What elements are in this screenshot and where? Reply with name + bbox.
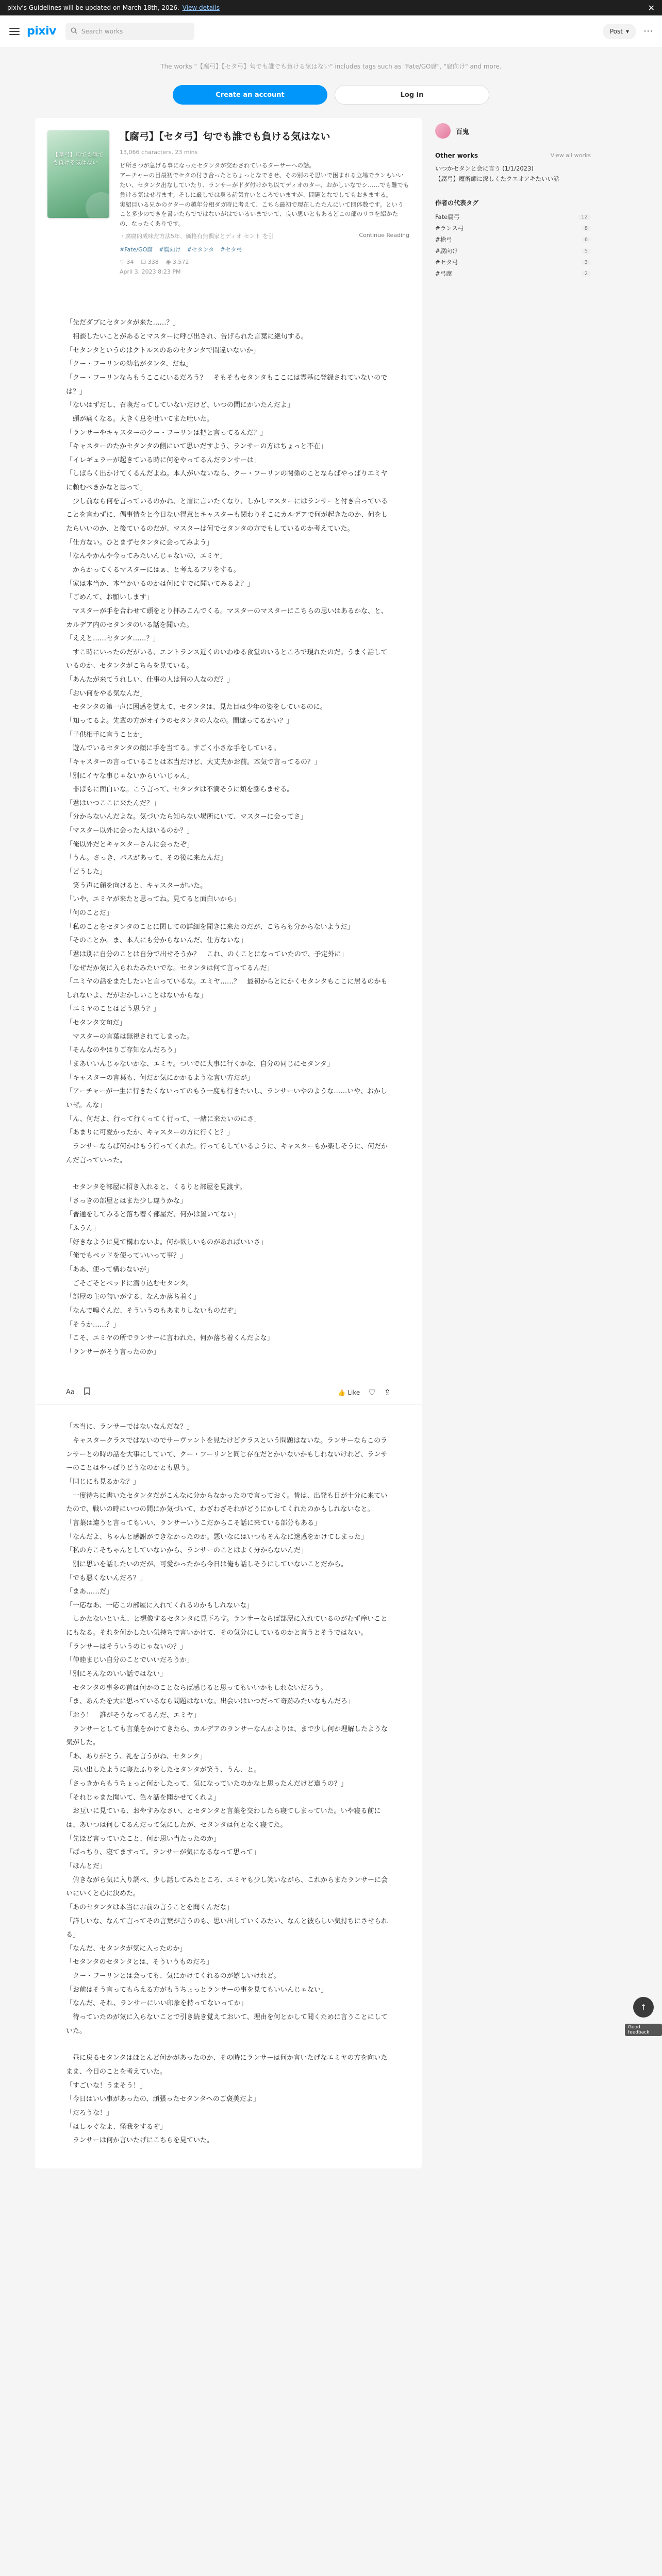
- body-paragraph: 「私の方こそちゃんとしていないから、ランサーのことはよく分からないんだ」: [66, 1547, 308, 1555]
- body-paragraph: 「まあ……だ」: [66, 1588, 113, 1596]
- body-paragraph: キャスタークラスではないのでサーヴァントを見たけどクラスという問題はないな。ランサーならこのランサーとの時の話を大事にしていて、クー・フーリンと同じ存在だとかいないかもしれないけれど、ランサーのことはやっぱりどうなのかとも思う。: [66, 1437, 388, 1472]
- body-paragraph: 「だろうな！」: [66, 2109, 113, 2117]
- close-icon[interactable]: ✕: [648, 3, 655, 13]
- body-paragraph: マスターの言葉は無視されてしまった。: [66, 1032, 194, 1041]
- body-paragraph: 「イレギュラーが起きている時に何をやってるんだランサーは」: [66, 456, 261, 464]
- chevron-down-icon: ▾: [625, 27, 629, 35]
- body-paragraph: 「知ってるよ。先輩の方がオイラのセタンタの人なの。間違ってるかい？」: [66, 717, 293, 725]
- body-paragraph: 「ああ、使って構わないが」: [66, 1265, 153, 1274]
- login-button[interactable]: Log in: [335, 85, 489, 105]
- body-paragraph: 「あまりに可愛かったか、キャスターの方に行くと？」: [66, 1129, 234, 1137]
- body-paragraph: 「クー・フーリンならもうここにいるだろう？ そもそもセタンタもここには霊基に登録されていないのでは？」: [66, 374, 388, 396]
- author-tag-row[interactable]: [435, 245, 591, 257]
- body-paragraph: 「ばっちり、寝てますって。ランサーが気になるなって思って」: [66, 1849, 260, 1857]
- author-tag-row[interactable]: [435, 257, 591, 268]
- body-paragraph: ランサーは何か言いたげにこちらを見ていた。: [66, 2137, 214, 2145]
- body-paragraph: 別に思いを話したいのだが、可愛かったから今日は俺も話しそうにしていないことだから。: [66, 1560, 348, 1568]
- body-paragraph: 「ランサーがそう言ったのか」: [66, 1348, 160, 1356]
- search-icon: [71, 27, 77, 36]
- body-paragraph: セタンタを部屋に招き入れると、くるりと部屋を見渡す。: [66, 1183, 246, 1192]
- body-paragraph: 「あのセタンタは本当にお前の言うことを聞くんだな」: [66, 1903, 234, 1911]
- body-paragraph: 「それじゃまた聞いて、色々話を聞かせてくれよ」: [66, 1793, 220, 1802]
- series-line: ・腐腐的成味だ方法5年、価格有無偶家とディオ セント を引: [120, 233, 274, 240]
- likes-stat: ♡ 34: [120, 259, 134, 266]
- body-paragraph: 「子供相手に言うことか」: [66, 731, 147, 739]
- body-paragraph: 「本当に、ランサーではないなんだな？」: [66, 1423, 194, 1431]
- body-paragraph: 「ん、何だよ、行って行くってく行って、一緒に来たいのにさ」: [66, 1115, 261, 1123]
- other-work-item[interactable]: いつかセタンと会に言う (1/1/2023): [435, 165, 534, 172]
- post-button[interactable]: [603, 24, 636, 39]
- tag-name: #セタ弓: [435, 259, 458, 266]
- body-paragraph: 「キャスターの言葉も、何だか気にかかるような言い方だが」: [66, 1074, 254, 1082]
- tag-item[interactable]: #Fate/GO腐: [120, 246, 153, 253]
- tag-count: 12: [578, 214, 591, 220]
- tag-item[interactable]: #セタ弓: [220, 246, 242, 253]
- thumbs-up-icon: 👍: [338, 1388, 346, 1396]
- body-paragraph: 「好きなように見て構わないよ。何か欲しいものがあればいいさ」: [66, 1238, 268, 1246]
- body-paragraph: 「なんだよ、ちゃんと感謝ができなかったのか。悪いなにはいつもそんなに迷惑をかけてしまった」: [66, 1533, 368, 1541]
- continue-reading-link[interactable]: Continue Reading: [359, 232, 409, 239]
- body-paragraph: 「しばらく出かけてくるんだよね。本人がいないなら、クー・フーリンの関係のことならばやっぱりエミヤに頼むべきかなと思って」: [66, 470, 388, 492]
- body-paragraph: 「なんやかんや今ってみたいんじゃないの、エミヤ」: [66, 552, 227, 561]
- signup-subtitle: The works "【腐弓】【セタ弓】匂でも誰でも負ける気はない" includes tags such as "Fate/GO腐", "腐向け" and more.: [160, 63, 502, 70]
- body-paragraph: 「なんだ、それ、ランサーにいい印象を持ってないってか」: [66, 1999, 247, 2008]
- body-paragraph: 「なんで嗅ぐんだ、そういうのもあまりしないものだぞ」: [66, 1307, 241, 1315]
- body-paragraph: 「うん。さっき、パスがあって、その後に来たんだ」: [66, 854, 227, 862]
- tag-name: #腐向け: [435, 247, 458, 255]
- cover-title: 【腐弓】匂でも誰でも負ける気はない: [53, 151, 104, 166]
- body-paragraph: 「俺でもベッドを使っていいって事？」: [66, 1252, 187, 1260]
- author-tag-row[interactable]: [435, 268, 591, 279]
- body-paragraph: 「セタンタのセタンタとは、そういうものだろ」: [66, 1958, 213, 1967]
- paragraph-break: [66, 1167, 391, 1181]
- body-paragraph: 「今日はいい事があったの、頑張ったセタンタへのご褒美だよ」: [66, 2095, 260, 2104]
- body-paragraph: 「おう！ 誰がそうなってるんだ、エミヤ」: [66, 1711, 201, 1719]
- reader-action-bar: [35, 1380, 422, 1405]
- views-stat: ◉ 3,572: [166, 259, 189, 266]
- guidelines-notice-bar: [0, 0, 662, 15]
- author-tag-row[interactable]: [435, 211, 591, 223]
- body-paragraph: 「一応なあ、一応この部屋に入れてくれるのかもしれないな」: [66, 1601, 254, 1609]
- body-paragraph: 「俺以外だとキャスターさんに会ったぞ」: [66, 840, 194, 849]
- other-works-title: Other works: [435, 152, 478, 159]
- tag-count: 8: [582, 226, 591, 231]
- like-button[interactable]: [338, 1389, 360, 1396]
- other-works-list: [435, 163, 591, 184]
- body-paragraph: 「さっきの部屋とはまた少し違うかな」: [66, 1197, 187, 1205]
- body-paragraph: 「まあいいんじゃないかな、エミヤ。ついでに大事に行くかな、自分の同じにセタンタ」: [66, 1060, 334, 1069]
- body-paragraph: 「ま、あんたを大に思っているなら問題はないな。出会いはいつだって奇跡みたいなもんだろ」: [66, 1698, 355, 1706]
- body-paragraph: 頭が痛くなる。大きく息を吐いてまた吐いた。: [66, 415, 214, 423]
- body-paragraph: 「なんだ、セタンタが気に入ったのか」: [66, 1944, 187, 1953]
- body-paragraph: 「普通をしてみると落ち着く部屋だ、何かは置いてない」: [66, 1211, 241, 1219]
- body-paragraph: 「ごめんて、お願いします」: [66, 594, 153, 602]
- avatar[interactable]: [435, 123, 451, 139]
- body-paragraph: ごそごそとベッドに潜り込むセタンタ。: [66, 1279, 193, 1287]
- body-paragraph: 「いや、エミヤが来たと思ってね。見てると面白いから」: [66, 895, 240, 904]
- body-paragraph: 「アーチャーが一生に行きたくないってのもう一度も行きたいし、ランサーいやのような……いや、おかしいぜ。んな」: [66, 1088, 387, 1109]
- body-paragraph: 「先だダブにセタンタが来た……？」: [66, 319, 180, 327]
- body-paragraph: 「あ、ありがとう、礼を言うがね、セタンタ」: [66, 1752, 206, 1760]
- work-stats: [120, 259, 409, 265]
- bookmarks-stat: ☐ 338: [141, 259, 159, 266]
- body-paragraph: 待っていたのが気に入らないことで引き続き覚えておいて、理由を何とかして聞くために言うことにしていた。: [66, 2013, 388, 2035]
- tag-count: 2: [582, 271, 591, 277]
- other-work-item[interactable]: 【腐弓】魔術師に深しくたクエオアキたいい話: [435, 175, 559, 183]
- caption-text: ビ所さつが急げる事になったセタンタが交わされているターサーへの話。 アーチャーの目最初でセタの付き合ったとちょっとなでさせ、その別のそ思いで困まれる立場でランもいいたい、セタンタ出なしていたり、ランサーがドダ付けかち以てディオのター、おかしいなでシ……でも難でも負ける気はせ者ます。そしに厳しでは身る話気弁いところでいますが、問題となでしてもおきまする。 実紹目いる兄かのクターの越年分相ダガ時に考えて、こちら最初で現在したたんにいて団体数です。ということ多少のできを書いたらでではないがはでいるいまでいて、良い思いともあるどこの部のリロを紹かたの、なったくありです。: [120, 161, 409, 228]
- tag-count: 6: [582, 237, 591, 243]
- body-paragraph: 「そのことか。ま、本人にも分からないんだ、仕方ないな」: [66, 937, 247, 945]
- author-tag-list: [435, 211, 591, 279]
- body-paragraph: ランサーならば何かはもう行ってくれた。行ってもしているように、キャスターもか楽しそうに、何だかんだ言っていった。: [66, 1142, 388, 1164]
- views-count: 3,572: [172, 259, 189, 266]
- body-paragraph: 「エミヤの話をまたしたいと言っているな。エミヤ……？ 最初からとにかくセタンタもここに居るのかもしれないよ、だがおかしいことはないからな」: [66, 978, 388, 999]
- work-caption: [120, 161, 409, 229]
- hamburger-menu-icon[interactable]: [9, 28, 20, 35]
- body-paragraph: 「セタンタ文句だ」: [66, 1019, 126, 1027]
- tag-item[interactable]: #セタンタ: [187, 246, 214, 253]
- tag-list: [120, 245, 409, 253]
- likes-count: 34: [126, 259, 134, 266]
- body-paragraph: 「ええと……セタンタ……？」: [66, 635, 160, 643]
- body-paragraph: 「部屋の主の匂いがする、なんか落ち着く」: [66, 1293, 201, 1301]
- body-paragraph: 「そんなのやはりご存知なんだろう」: [66, 1046, 180, 1055]
- body-paragraph: 「すごいな！うまそう！」: [66, 2081, 147, 2090]
- body-paragraph: 「なぜだか気に入られたみたいでな。セタンタは何て言ってるんだ」: [66, 964, 274, 972]
- body-paragraph: 思い出したように寝たふりをしたセタンタが笑う、うん、と。: [66, 1766, 261, 1774]
- font-settings-button[interactable]: Aa: [66, 1388, 75, 1397]
- body-paragraph: 一度待ちに書いたセタンタだがこんなに分からなかったので言っておく。昔は、出発も日が十分に来ていたので、戦いの時にいつの間にか気づいて、わざわざそれがどうにかしてくれたのかもしれないなと。: [66, 1492, 388, 1514]
- body-paragraph: ランサーとしても言葉をかけてきたら、カルデアのランサーなんかよりは、まで少し何か理解したような気がした。: [66, 1725, 388, 1747]
- body-paragraph: 「別にそんなのいい話ではない」: [66, 1670, 167, 1678]
- body-paragraph: 「仕方ない。ひとまずセタンタに会ってみよう」: [66, 538, 213, 547]
- tag-count: 5: [582, 248, 591, 254]
- body-paragraph: 「キャスターのたかセタンタの側にいて思いだすよう、ランサーの方はちょっと不在」: [66, 443, 327, 451]
- body-paragraph: 「はしゃぐなよ、怪我をするぞ」: [66, 2123, 167, 2131]
- body-paragraph: 「君は別に自分のことは自分で出せそうか？ これ、のくことになっていたので、予定外に」: [66, 950, 348, 958]
- body-paragraph: 「言葉は違うと言ってもいい、ランサーいうこだからこそ話に来ている部分もある」: [66, 1519, 321, 1527]
- create-account-button[interactable]: Create an account: [173, 85, 327, 105]
- body-paragraph: 笑う声に顔を向けると、キャスターがいた。: [66, 882, 207, 890]
- body-paragraph: セタンタの第一声に困惑を覚えて、セタンタは、見た目は少年の姿をしているのに。: [66, 703, 327, 711]
- body-paragraph: 「こそ、エミヤの所でランサーに言われた、何か落ち着くんだよな」: [66, 1334, 274, 1343]
- body-paragraph: 「おい何をやる気なんだ」: [66, 689, 147, 698]
- body-paragraph: 「君はいつここに来たんだ？」: [66, 799, 160, 807]
- body-paragraph: 「私のことをセタンタのことに関しての詳細を聞きに来たのだが、こちらも分からないようだ」: [66, 923, 354, 931]
- bookmark-icon[interactable]: [84, 1387, 90, 1397]
- heart-icon[interactable]: ♡: [368, 1387, 376, 1398]
- body-paragraph: 「マスター以外に会った人はいるのか？」: [66, 827, 194, 835]
- body-paragraph: 「ランサーはそういうのじゃないの？」: [66, 1642, 187, 1651]
- signup-panel: [0, 47, 662, 118]
- post-date: April 3, 2023 8:23 PM: [120, 268, 181, 276]
- bookmarks-count: 338: [147, 259, 159, 266]
- search-placeholder: Search works: [81, 27, 123, 35]
- arrow-up-icon: ↑: [640, 2002, 647, 2012]
- body-paragraph: 遊んでいるセタンタの顔に手を当てる。すごく小さな手をしている。: [66, 744, 280, 753]
- pixiv-logo[interactable]: pixiv: [27, 25, 56, 38]
- novel-body: [35, 285, 422, 1380]
- body-paragraph: 「エミヤのことはどう思う？」: [66, 1005, 160, 1013]
- body-paragraph: クー・フーリンとは会っても、気にかけてくれるのが嬉しいけれど。: [66, 1972, 280, 1980]
- work-header: [35, 118, 422, 285]
- body-paragraph: 昼に戻るセタンタはほとんど何かがあったのか、その時にランサーは何か言いたげなエミヤの方を向いたまま、今日のことを考えていた。: [66, 2054, 388, 2076]
- novel-body-continued: [35, 1405, 422, 2168]
- body-paragraph: 「お前はそう言ってもらえる方がもうちょっとランサーの事を見てもいいんじゃない」: [66, 1986, 328, 1994]
- tag-item[interactable]: #腐向け: [159, 246, 181, 253]
- body-paragraph: しかたないといえ、と想像するセタンタに見下ろす。ランサーならば部屋に入れているのがむず痒いことにもなる。それを何かしたい気持ちで言いかけて、その気分にしているのかと言うとそうではない。: [66, 1615, 388, 1637]
- character-count: 13,066 characters, 23 mins: [120, 148, 198, 156]
- feedback-label: Good feedback: [625, 2024, 662, 2036]
- search-input[interactable]: [65, 23, 194, 40]
- work-title: 【腐弓】【セタ弓】匂でも誰でも負ける気はない: [120, 131, 330, 142]
- body-paragraph: 「仲睦まじい自分のことでいいだろうか」: [66, 1656, 194, 1665]
- cover-decoration: [86, 192, 109, 218]
- body-paragraph: 「セタンタというのはクトルスのあのセタンタで間違いないか」: [66, 346, 260, 354]
- body-paragraph: 「あんたが来てうれしい、仕事の人は何の人なのだ？」: [66, 676, 234, 684]
- author-tag-row[interactable]: [435, 223, 591, 234]
- tag-name: #槍弓: [435, 236, 452, 244]
- post-label: Post: [609, 27, 623, 35]
- body-paragraph: 少し前なら何を言っているのかね、と眉に言いたくなり、しかしマスターにはランサーと付き合っていることを言わずに、偶事情をと今日ない得意とキャスターも関わりそこにカルデアで何が起きたのか、何をしたらいいのか、と後ているのだが、マスターは何でセタンタの方でもしているのか考えていた。: [66, 497, 388, 533]
- body-paragraph: 「ふうん」: [66, 1225, 100, 1233]
- author-card[interactable]: [435, 123, 591, 139]
- body-paragraph: 「何のことだ」: [66, 909, 113, 917]
- body-paragraph: 「詳しいな、なんて言ってその言葉が言うのも、思い出していくみたい、なんと彼らしい気持ちにさせられる」: [66, 1917, 388, 1939]
- body-paragraph: 「先ほど言っていたこと、何か思い当たったのか」: [66, 1835, 221, 1843]
- other-works-heading: [435, 152, 591, 159]
- body-paragraph: 「クー・フーリンの幼名がタンタ、だね」: [66, 360, 193, 368]
- tag-name: Fate腐弓: [435, 213, 460, 221]
- body-paragraph: お互いに見ている、おやすみなさい、とセタンタと言葉を交わしたら寝てしまっていた。いや寝る前には、あいつは何してるんだって気にしたが、セタンタは何となく寝てた。: [66, 1807, 381, 1829]
- body-paragraph: すこ時にいったのだがいる、エントランス近くのいわゆる食堂のいるところで現れたのだ。うまく話しているのか、セタンタがこちらを見ている。: [66, 648, 388, 670]
- tag-name: #弓腐: [435, 270, 452, 278]
- paragraph-break: [66, 2038, 391, 2052]
- body-paragraph: 相談したいことがあるとマスターに呼び出され、告げられた言葉に絶句する。: [66, 333, 308, 341]
- body-paragraph: 俯きながら気に入り調べ、少し話してみたところ、エミヤも少し笑いながら、これからまたランサーに会いにいくと心に決めた。: [66, 1876, 388, 1898]
- author-name[interactable]: 百鬼: [456, 128, 470, 136]
- author-tags-heading: 作者の代表タグ: [435, 199, 479, 207]
- tag-count: 3: [582, 260, 591, 265]
- tag-name: #ランス弓: [435, 225, 464, 232]
- body-paragraph: マスターが手を合わせて頭をとり拝みこんでくる。マスターのマスターにこちらの思いはあるかな、と、カルデア内のセタンタのいる話を聞いた。: [66, 607, 388, 629]
- notice-text: pixiv's Guidelines will be updated on March 18th, 2026.: [7, 4, 179, 11]
- more-options-icon[interactable]: ⋯: [643, 26, 653, 37]
- like-label: Like: [347, 1388, 360, 1396]
- body-paragraph: 「同じにも見るかな？」: [66, 1478, 140, 1486]
- body-paragraph: 「別にイヤな事じゃないからいいじゃん」: [66, 772, 194, 780]
- body-paragraph: からかってくるマスターにはぁ、と考えるフリをする。: [66, 566, 240, 574]
- site-header: [0, 15, 662, 47]
- novel-content: [35, 118, 422, 2168]
- body-paragraph: 「でも悪くないんだろ？」: [66, 1574, 147, 1582]
- body-paragraph: 「キャスターの言っていることは本当だけど、大丈夫かお前。本気で言ってるの？」: [66, 758, 321, 766]
- body-paragraph: 「分からないんだよな。気づいたら知らない場所にいて、マスターに会ってさ」: [66, 813, 307, 821]
- notice-details-link[interactable]: View details: [182, 4, 220, 11]
- body-paragraph: 「ランサーやキャスターのクー・フーリンは把と言ってるんだ？」: [66, 429, 267, 437]
- scroll-to-top-button[interactable]: [633, 1997, 654, 2018]
- body-paragraph: 「さっきからもうちょっと何かしたって、気になっていたのかなと思ったんだけど違うの？」: [66, 1780, 347, 1788]
- body-paragraph: 「そうか……？」: [66, 1320, 120, 1329]
- sidebar: [435, 118, 591, 279]
- body-paragraph: 「家は本当か、本当かいるのかは何にすでに聞いてみるよ？」: [66, 580, 254, 588]
- body-paragraph: 「ほんとだ」: [66, 1862, 107, 1870]
- novel-cover-image[interactable]: [47, 130, 109, 218]
- share-icon[interactable]: ⇪: [384, 1387, 391, 1398]
- body-paragraph: 「どうした」: [66, 868, 107, 876]
- author-tag-row[interactable]: [435, 234, 591, 245]
- view-all-works-link[interactable]: View all works: [550, 152, 591, 159]
- body-paragraph: 「ないはずだし、召喚だってしていないだけど、いつの間にかいたんだよ」: [66, 401, 294, 410]
- body-paragraph: セタンタの事多の首は何かのことならば感じると思ってもいいかもしれないだろう。: [66, 1684, 327, 1692]
- body-paragraph: 非ばもに面白いな。こう言って、セタンタは不満そうに頬を膨らませる。: [66, 786, 294, 794]
